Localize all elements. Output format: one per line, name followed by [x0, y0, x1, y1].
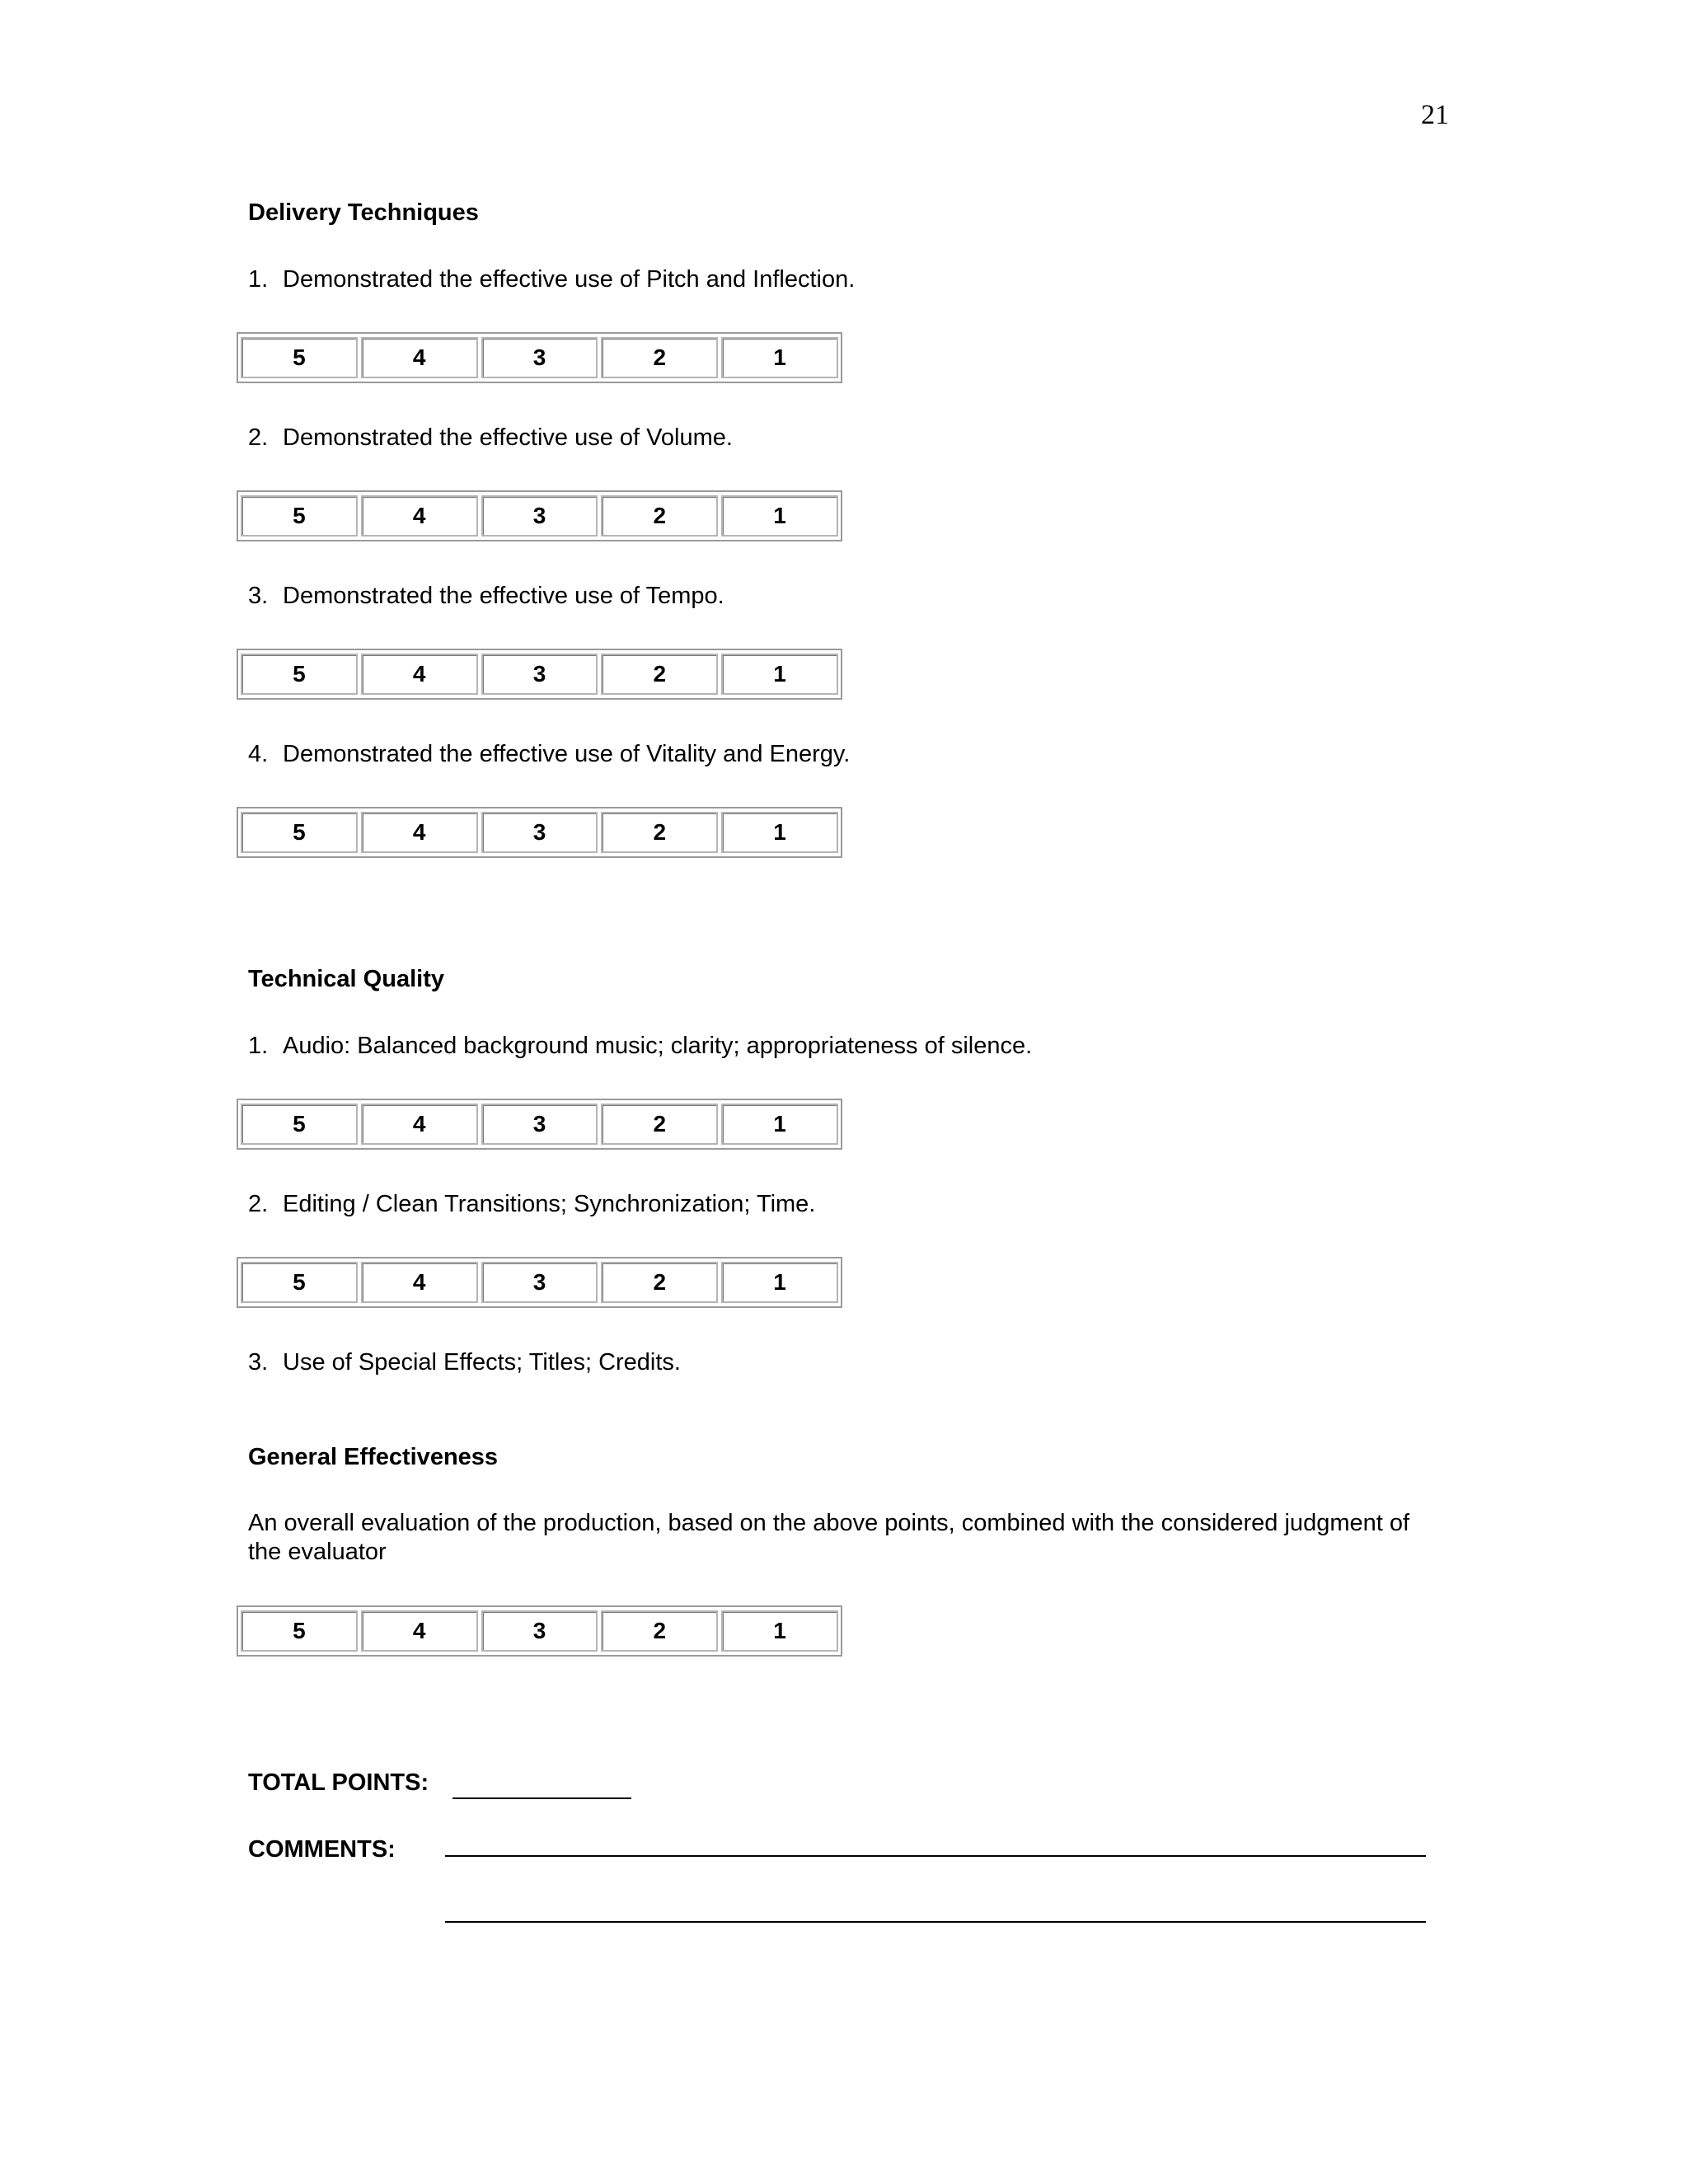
comments-line-1[interactable]	[445, 1855, 1426, 1857]
rating-option-4[interactable]: 4	[361, 1262, 478, 1303]
rating-option-4[interactable]: 4	[361, 337, 478, 378]
item-text: Demonstrated the effective use of Vitality and Energy.	[283, 741, 851, 767]
item-number: 2.	[248, 1191, 269, 1217]
page-number: 21	[1421, 100, 1449, 130]
rating-option-5[interactable]: 5	[241, 337, 358, 378]
rating-option-2[interactable]: 2	[601, 1104, 718, 1145]
delivery-item-3	[248, 581, 724, 611]
general-description: An overall evaluation of the production, based on the above points, combined with the considered judgment of the evaluator	[248, 1510, 1410, 1565]
rating-option-1[interactable]: 1	[721, 337, 838, 378]
rating-scale-delivery-2	[237, 490, 842, 541]
section-heading-delivery: Delivery Techniques	[248, 199, 479, 226]
rating-option-1[interactable]: 1	[721, 812, 838, 853]
item-number: 1.	[248, 1033, 269, 1059]
rating-scale-delivery-1	[237, 332, 842, 383]
item-number: 3.	[248, 1349, 269, 1376]
rating-option-2[interactable]: 2	[601, 337, 718, 378]
technical-item-3	[248, 1347, 681, 1377]
delivery-item-2	[248, 423, 733, 452]
rating-option-4[interactable]: 4	[361, 495, 478, 537]
item-number: 1.	[248, 266, 269, 293]
rating-option-1[interactable]: 1	[721, 1104, 838, 1145]
comments-label: COMMENTS:	[248, 1836, 396, 1863]
section-heading-general: General Effectiveness	[248, 1444, 499, 1470]
rating-option-3[interactable]: 3	[481, 1262, 598, 1303]
rating-scale-technical-1	[237, 1099, 842, 1150]
rating-scale-general	[237, 1605, 842, 1657]
delivery-item-1	[248, 265, 855, 294]
rating-scale-delivery-4	[237, 807, 842, 858]
total-points-blank[interactable]	[452, 1797, 631, 1799]
rating-option-2[interactable]: 2	[601, 1610, 718, 1652]
rating-option-3[interactable]: 3	[481, 654, 598, 695]
technical-item-2	[248, 1189, 815, 1219]
item-text: Audio: Balanced background music; clarity; appropriateness of silence.	[283, 1033, 1033, 1059]
item-text: Demonstrated the effective use of Pitch and Inflection.	[283, 266, 856, 293]
total-points-label: TOTAL POINTS:	[248, 1769, 429, 1796]
rating-option-1[interactable]: 1	[721, 1262, 838, 1303]
rating-option-3[interactable]: 3	[481, 1104, 598, 1145]
rating-option-1[interactable]: 1	[721, 1610, 838, 1652]
rating-option-2[interactable]: 2	[601, 495, 718, 537]
rating-scale-delivery-3	[237, 649, 842, 700]
rating-scale-technical-2	[237, 1257, 842, 1308]
rating-option-4[interactable]: 4	[361, 654, 478, 695]
rating-option-2[interactable]: 2	[601, 1262, 718, 1303]
rating-option-4[interactable]: 4	[361, 812, 478, 853]
item-number: 2.	[248, 424, 269, 451]
item-text: Demonstrated the effective use of Volume.	[283, 424, 733, 451]
rating-option-2[interactable]: 2	[601, 812, 718, 853]
item-number: 4.	[248, 741, 269, 767]
comments-line-2[interactable]	[445, 1921, 1426, 1923]
rating-option-5[interactable]: 5	[241, 812, 358, 853]
rating-option-4[interactable]: 4	[361, 1104, 478, 1145]
rating-option-1[interactable]: 1	[721, 654, 838, 695]
rating-option-5[interactable]: 5	[241, 1262, 358, 1303]
rating-option-3[interactable]: 3	[481, 495, 598, 537]
item-number: 3.	[248, 583, 269, 609]
rating-option-2[interactable]: 2	[601, 654, 718, 695]
section-heading-technical: Technical Quality	[248, 966, 444, 992]
rating-option-3[interactable]: 3	[481, 1610, 598, 1652]
item-text: Use of Special Effects; Titles; Credits.	[283, 1349, 681, 1376]
rating-option-5[interactable]: 5	[241, 1610, 358, 1652]
rating-option-5[interactable]: 5	[241, 1104, 358, 1145]
item-text: Demonstrated the effective use of Tempo.	[283, 583, 724, 609]
technical-item-1	[248, 1031, 1032, 1061]
rating-option-5[interactable]: 5	[241, 654, 358, 695]
rating-option-3[interactable]: 3	[481, 337, 598, 378]
rating-option-1[interactable]: 1	[721, 495, 838, 537]
rating-option-3[interactable]: 3	[481, 812, 598, 853]
item-text: Editing / Clean Transitions; Synchronization; Time.	[283, 1191, 816, 1217]
rating-option-4[interactable]: 4	[361, 1610, 478, 1652]
rating-option-5[interactable]: 5	[241, 495, 358, 537]
delivery-item-4	[248, 739, 850, 769]
